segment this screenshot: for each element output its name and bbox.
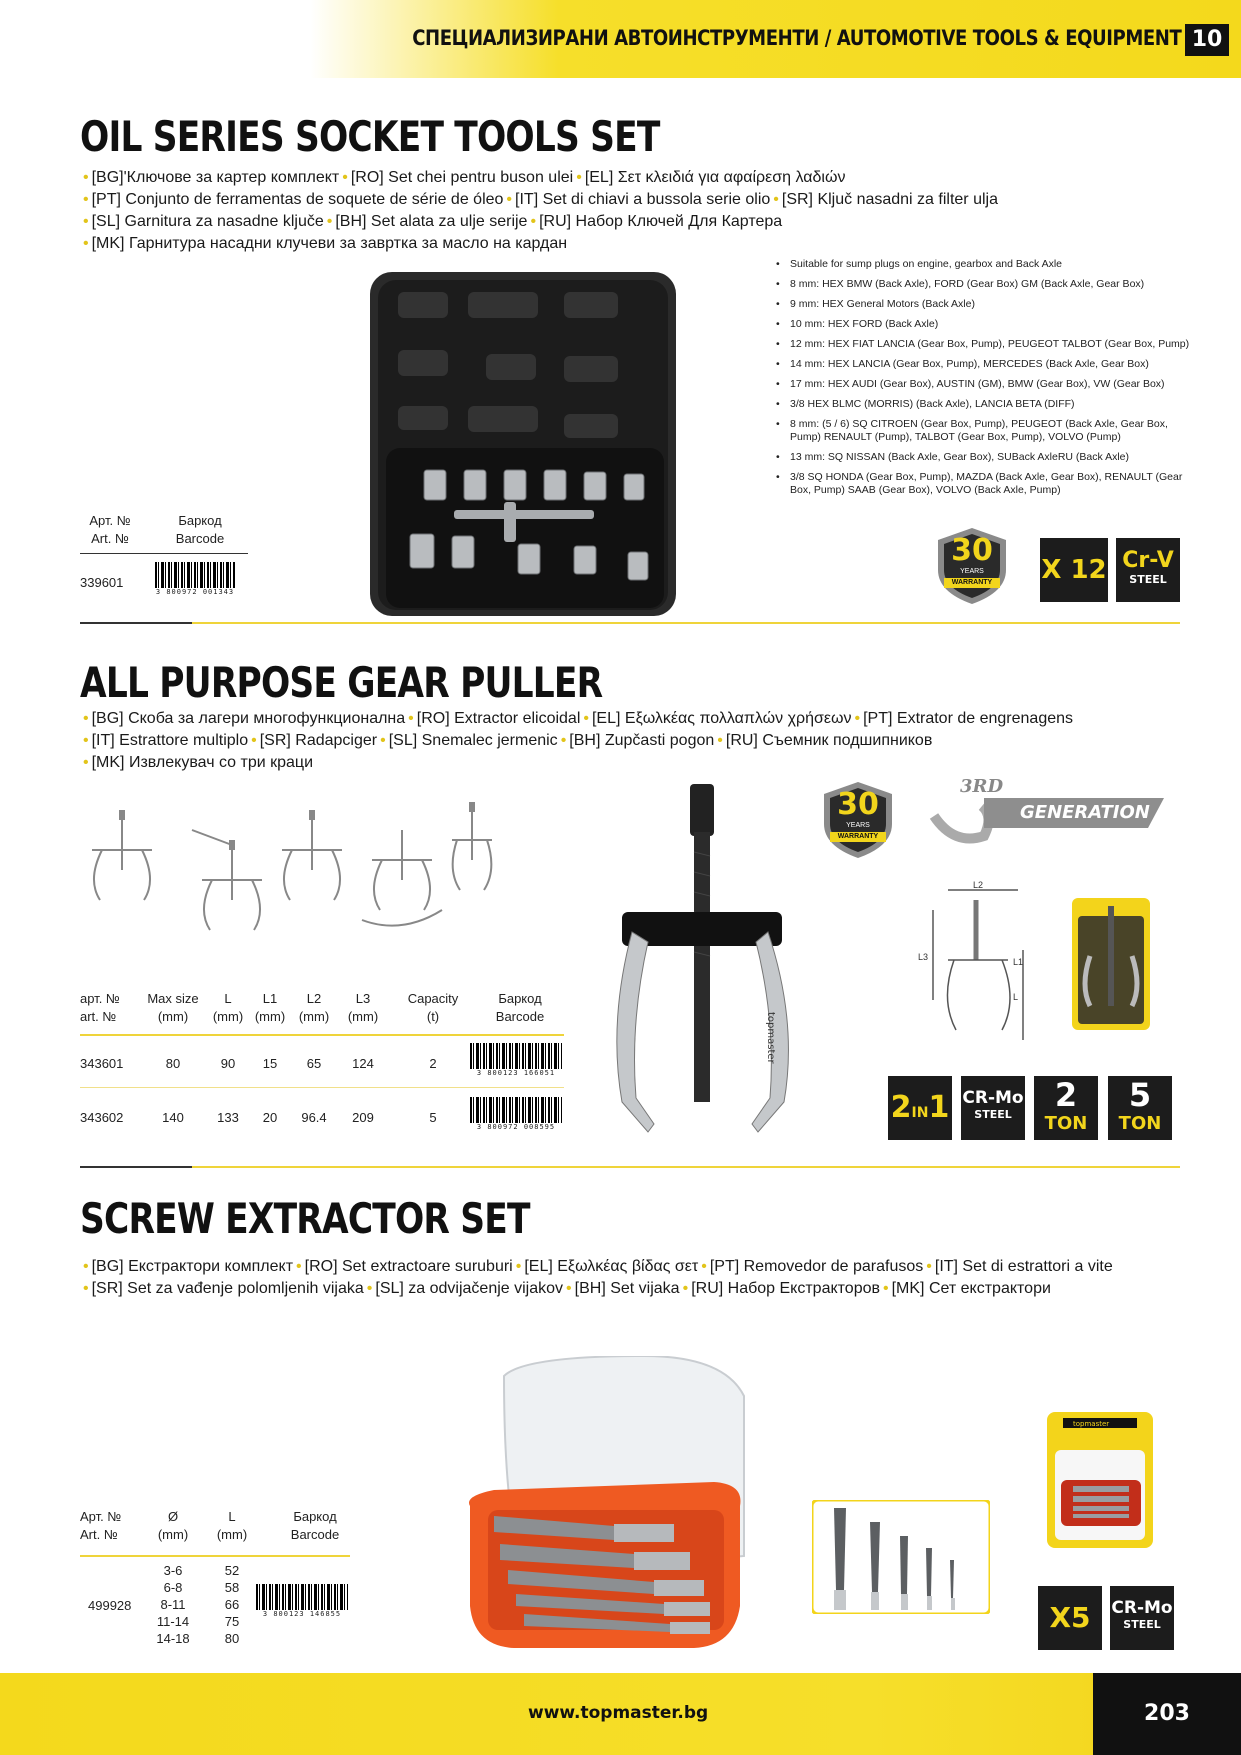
section-number: 10 bbox=[1185, 24, 1229, 56]
diameter-list: 3-6 6-8 8-11 11-14 14-18 bbox=[156, 1563, 190, 1646]
extractor-bits-image bbox=[812, 1500, 990, 1614]
two-in-one-badge: 2IN1 bbox=[888, 1076, 952, 1140]
puller-dimension-diagram bbox=[918, 880, 1028, 1050]
table-row: 343602 140 133 20 96.4 209 5 bbox=[80, 1110, 437, 1125]
spec-item: • 12 mm: HEX FIAT LANCIA (Gear Box, Pump), PEUGEOT TALBOT (Gear Box, Pump) bbox=[776, 338, 1196, 351]
svg-text:L2: L2 bbox=[973, 880, 984, 890]
screw-extractor-title: SCREW EXTRACTOR SET bbox=[80, 1194, 530, 1243]
page-number: 203 bbox=[1093, 1673, 1241, 1755]
lang-line: • [IT] Estrattore multiplo • [SR] Radapciger • [SL] Snemalec jermenic • [BH] Zupčasti pogon • [RU] Съемник подшипников bbox=[83, 732, 933, 749]
section-divider-accent bbox=[80, 622, 192, 624]
quantity-badge: X5 bbox=[1038, 1586, 1102, 1650]
screw-extractor-package-image bbox=[1045, 1410, 1155, 1550]
header-title: СПЕЦИАЛИЗИРАНИ АВТОИНСТРУМЕНТИ / AUTOMOTIVE TOOLS & EQUIPMENT bbox=[411, 26, 1181, 50]
gear-puller-barcode-1: 3 800123 166051 bbox=[470, 1043, 562, 1077]
spec-item: • 17 mm: HEX AUDI (Gear Box), AUSTIN (GM), BMW (Gear Box), VW (Gear Box) bbox=[776, 378, 1196, 391]
lang-line: • [BG]'Ключове за картер комплект • [RO] Set chei pentru buson ulei • [EL] Σετ κλειδιά για αφαίρεση λαδιών bbox=[83, 169, 846, 186]
capacity-badge-2-ton: 2 TON bbox=[1034, 1076, 1098, 1140]
section-divider bbox=[80, 1166, 1180, 1168]
length-list: 52 58 66 75 80 bbox=[224, 1563, 240, 1646]
screw-extractor-table-header: Арт. № Art. № Ø (mm) L (mm) Баркод Barcode bbox=[80, 1509, 340, 1542]
lang-line: • [PT] Conjunto de ferramentas de soquete de série de óleo • [IT] Set di chiavi a bussola serie olio • [SR] Ključ nasadni za filter ulja bbox=[83, 191, 998, 208]
spec-item: • 8 mm: HEX BMW (Back Axle), FORD (Gear Box) GM (Back Axle, Gear Box) bbox=[776, 278, 1196, 291]
quantity-badge: X 12 bbox=[1040, 538, 1108, 602]
warranty-badge: 30 YEARS WARRANTY bbox=[820, 780, 896, 860]
section-divider-accent bbox=[80, 1166, 192, 1168]
oil-set-translations bbox=[80, 167, 1080, 255]
gear-puller-image bbox=[608, 782, 798, 1142]
gear-puller-usage-sketches bbox=[82, 800, 502, 940]
spec-item: • 9 mm: HEX General Motors (Back Axle) bbox=[776, 298, 1196, 311]
gear-puller-barcode-2: 3 800972 008595 bbox=[470, 1097, 562, 1131]
svg-text:L3: L3 bbox=[918, 952, 929, 962]
spec-item: • 3/8 HEX BLMC (MORRIS) (Back Axle), LANCIA BETA (DIFF) bbox=[776, 398, 1196, 411]
screw-extractor-barcode: 3 800123 146855 bbox=[256, 1584, 348, 1618]
footer-website-link[interactable]: www.topmaster.bg bbox=[528, 1703, 709, 1723]
lang-line: • [SR] Set za vađenje polomljenih vijaka • [SL] za odvijačenje vijakov • [BH] Set vijaka • [RU] Набор Екстракторов • [MK] Сет екстрактори bbox=[83, 1280, 1051, 1297]
lang-line: • [BG] Скоба за лагери многофункционална • [RO] Extractor elicoidal • [EL] Εξωλκέας πολλαπλών χρήσεων • [PT] Extrator de engrenagens bbox=[83, 710, 1074, 727]
spec-item: • Suitable for sump plugs on engine, gearbox and Back Axle bbox=[776, 258, 1196, 271]
svg-text:L1: L1 bbox=[1013, 957, 1024, 967]
oil-table-divider bbox=[80, 553, 248, 554]
spec-item: • 3/8 SQ HONDA (Gear Box, Pump), MAZDA (Back Axle, Gear Box), RENAULT (Gear Box, Pump) SAAB (Gear Box), VOLVO (Back Axle, Pump) bbox=[776, 471, 1196, 497]
generation-logo: 3RD GENERATION bbox=[924, 776, 1170, 848]
spec-item: • 8 mm: (5 / 6) SQ CITROEN (Gear Box, Pump), PEUGEOT (Back Axle, Gear Box, Pump) RENAULT (Pump), TALBOT (Gear Box, Pump), VOLVO (Pump) bbox=[776, 418, 1196, 444]
screw-extractor-row: 499928 3-6 6-8 8-11 11-14 14-18 52 58 66 75 80 bbox=[80, 1562, 360, 1652]
spec-item: • 14 mm: HEX LANCIA (Gear Box, Pump), MERCEDES (Back Axle, Gear Box) bbox=[776, 358, 1196, 371]
lang-line: • [BG] Екстрактори комплект • [RO] Set extractoare suruburi • [EL] Εξωλκέας βίδας σετ • [PT] Removedor de parafusos • [IT] Set di estrattori a vite bbox=[83, 1258, 1113, 1275]
screw-extractor-case-image bbox=[464, 1356, 770, 1652]
svg-text:topmaster: topmaster bbox=[765, 1012, 776, 1064]
gear-puller-package-image bbox=[1070, 896, 1152, 1032]
capacity-badge-5-ton: 5 TON bbox=[1108, 1076, 1172, 1140]
oil-set-spec-list bbox=[776, 258, 1196, 504]
svg-text:L: L bbox=[1013, 992, 1019, 1002]
row-divider bbox=[80, 1087, 564, 1088]
gear-puller-translations bbox=[80, 708, 1180, 774]
lang-line: • [MK] Извлекувач со три краци bbox=[83, 754, 314, 771]
warranty-badge: 30 YEARS WARRANTY bbox=[934, 526, 1010, 606]
socket-set-case-image bbox=[368, 270, 678, 620]
lang-line: • [SL] Garnitura za nasadne ključe • [BH] Set alata za ulje serije • [RU] Набор Ключей Для Картера bbox=[83, 213, 783, 230]
svg-text:topmaster: topmaster bbox=[1073, 1420, 1110, 1428]
lang-line: • [MK] Гарнитура насадни клучеви за завртка за масло на кардан bbox=[83, 235, 568, 252]
extractor-table-divider bbox=[80, 1555, 350, 1557]
table-row: 343601 80 90 15 65 124 2 bbox=[80, 1056, 437, 1071]
gear-puller-table-header: арт. № art. № Max size (mm) L (mm) L1 (mm) L2 (mm) L3 (mm) Capacity (t) Баркод Barcode bbox=[80, 991, 545, 1024]
screw-extractor-translations bbox=[80, 1256, 1180, 1300]
spec-item: • 13 mm: SQ NISSAN (Back Axle, Gear Box), SUBack AxleRU (Back Axle) bbox=[776, 451, 1196, 464]
gear-table-divider bbox=[80, 1034, 564, 1036]
oil-set-title: OIL SERIES SOCKET TOOLS SET bbox=[80, 112, 660, 161]
section-divider bbox=[80, 622, 1180, 624]
steel-badge: CR-Mo STEEL bbox=[1110, 1586, 1174, 1650]
steel-badge: Cr-V STEEL bbox=[1116, 538, 1180, 602]
steel-badge: CR-Mo STEEL bbox=[961, 1076, 1025, 1140]
gear-puller-title: ALL PURPOSE GEAR PULLER bbox=[80, 658, 603, 707]
oil-set-table: Арт. № Art. № Баркод Barcode bbox=[89, 513, 225, 546]
oil-set-barcode: 3 800972 001343 bbox=[155, 562, 235, 596]
spec-item: • 10 mm: HEX FORD (Back Axle) bbox=[776, 318, 1196, 331]
